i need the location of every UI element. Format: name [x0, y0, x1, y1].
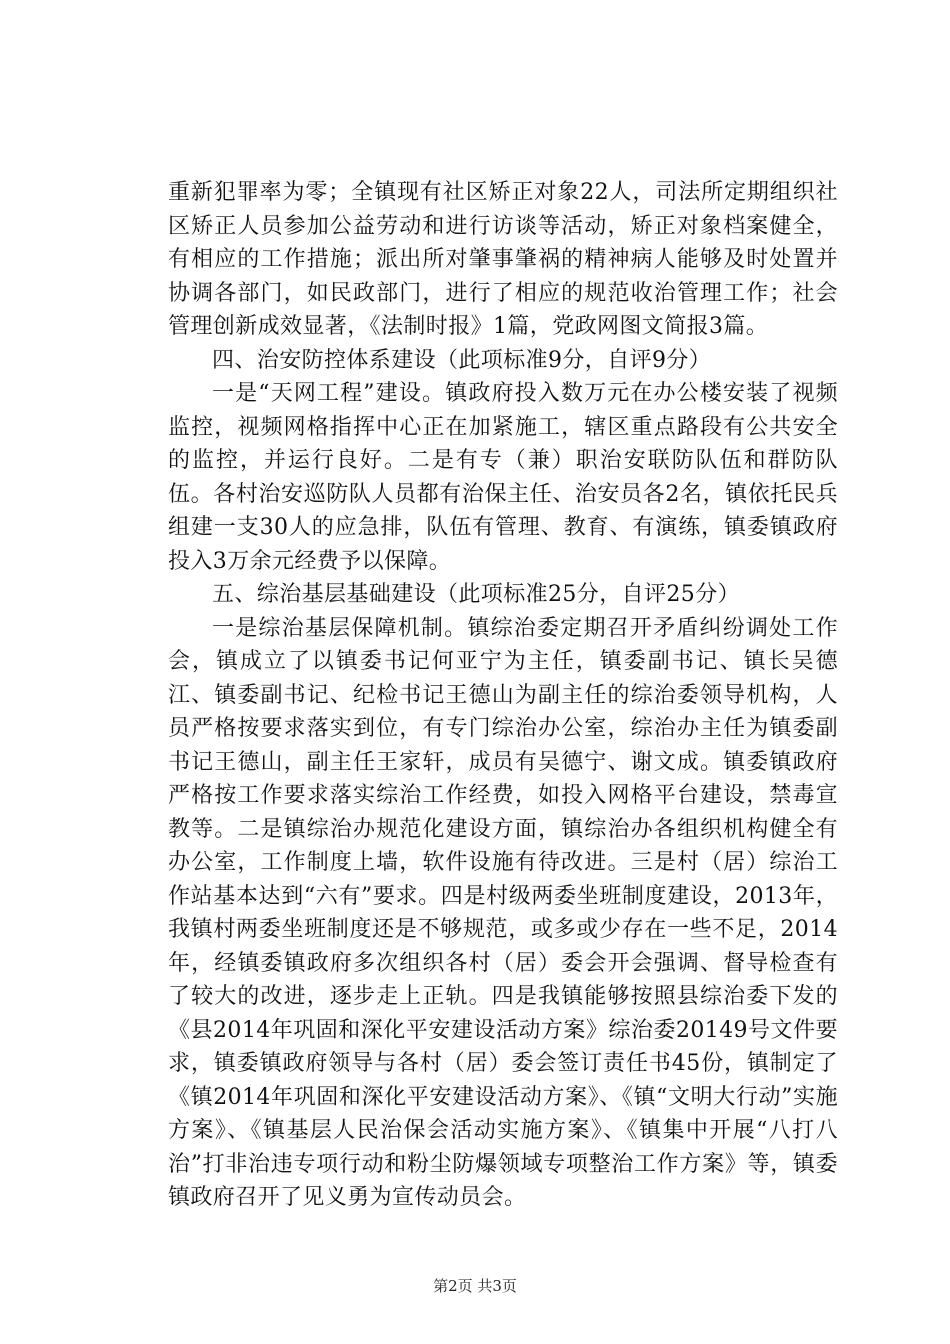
paragraph-security-system: 一是“天网工程”建设。镇政府投入数万元在办公楼安装了视频监控，视频网格指挥中心正在加紧施工，辖区重点路段有公共安全的监控，并运行良好。二是有专（兼）职治安联防队伍和群防队伍。各村治安巡防队人员都有治保主任、治安员各2名，镇依托民兵组建一支30人的应急排，队伍有管理、教育、有演练，镇委镇政府投入3万余元经费予以保障。 — [168, 381, 838, 574]
paragraph-grassroots-construction: 一是综治基层保障机制。镇综治委定期召开矛盾纠纷调处工作会，镇成立了以镇委书记何亚宁为主任，镇委副书记、镇长吴德江、镇委副书记、纪检书记王德山为副主任的综治委领导机构，人员严格按要求落实到位，有专门综治办公室，综治办主任为镇委副书记王德山，副主任王家轩，成员有吴德宁、谢文成。镇委镇政府严格按工作要求落实综治工作经费，如投入网格平台建设，禁毒宣教等。二是镇综治办规范化建设方面，镇综治办各组织机构健全有办公室，工作制度上墙，软件设施有待改进。三是村（居）综治工作站基本达到“六有”要求。四是村级两委坐班制度建设，2013年，我镇村两委坐班制度还是不够规范，或多或少存在一些不足，2014年，经镇委镇政府多次组织各村（居）委会开会强调、督导检查有了较大的改进，逐步走上正轨。四是我镇能够按照县综治委下发的《县2014年巩固和深化平安建设活动方案》综治委20149号文件要求，镇委镇政府领导与各村（居）委会签订责任书45份，镇制定了《镇2014年巩固和深化平安建设活动方案》、《镇“文明大行动”实施方案》、《镇基层人民治保会活动实施方案》、《镇集中开展“八打八治”打非治违专项行动和粉尘防爆领域专项整治工作方案》等，镇委镇政府召开了见义勇为宣传动员会。 — [168, 615, 838, 1210]
document-body — [168, 176, 838, 1215]
page-number: 第2页 共3页 — [433, 1277, 517, 1295]
section-heading-5: 五、综治基层基础建设（此项标准25分，自评25分） — [212, 582, 740, 607]
section-heading-4: 四、治安防控体系建设（此项标准9分，自评9分） — [212, 347, 712, 373]
paragraph-continuation: 重新犯罪率为零；全镇现有社区矫正对象22人，司法所定期组织社区矫正人员参加公益劳动和进行访谈等活动，矫正对象档案健全，有相应的工作措施；派出所对肇事肇祸的精神病人能够及时处置并协调各部门，如民政部门，进行了相应的规范收治管理工作；社会管理创新成效显著，《法制时报》1篇，党政网图文简报3篇。 — [168, 180, 838, 339]
